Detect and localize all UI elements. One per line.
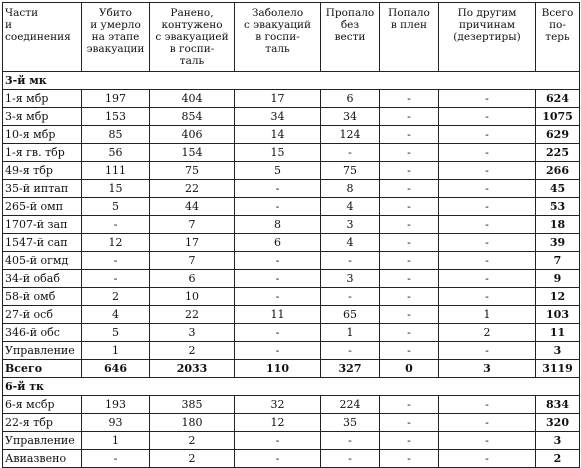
value-cell: -: [321, 144, 380, 162]
value-cell: -: [380, 144, 439, 162]
unit-name-cell: 405-й огмд: [3, 252, 82, 270]
value-cell: -: [235, 252, 321, 270]
value-cell: 34: [321, 108, 380, 126]
value-cell: -: [439, 414, 536, 432]
value-cell: 9: [536, 270, 580, 288]
value-cell: -: [380, 270, 439, 288]
value-cell: 10: [150, 288, 235, 306]
value-cell: 3: [536, 432, 580, 450]
total-row: [3, 360, 580, 378]
value-cell: 3: [321, 270, 380, 288]
table-row: [3, 234, 580, 252]
value-cell: -: [380, 126, 439, 144]
unit-name-cell: 49-я тбр: [3, 162, 82, 180]
value-cell: 8: [321, 180, 380, 198]
value-cell: 646: [82, 360, 150, 378]
value-cell: -: [439, 288, 536, 306]
column-header: Попало в плен: [380, 3, 439, 72]
value-cell: -: [439, 180, 536, 198]
value-cell: -: [380, 216, 439, 234]
unit-name-cell: 10-я мбр: [3, 126, 82, 144]
value-cell: 85: [82, 126, 150, 144]
value-cell: 22: [150, 306, 235, 324]
value-cell: 7: [150, 216, 235, 234]
table-row: [3, 288, 580, 306]
value-cell: 2: [150, 450, 235, 468]
value-cell: 8: [235, 216, 321, 234]
table-row: [3, 126, 580, 144]
value-cell: -: [439, 252, 536, 270]
value-cell: 45: [536, 180, 580, 198]
value-cell: -: [380, 90, 439, 108]
value-cell: 1: [82, 342, 150, 360]
value-cell: 14: [235, 126, 321, 144]
value-cell: 0: [380, 360, 439, 378]
value-cell: -: [321, 450, 380, 468]
unit-name-cell: 58-й омб: [3, 288, 82, 306]
value-cell: -: [235, 432, 321, 450]
table-row: [3, 324, 580, 342]
table-row: [3, 414, 580, 432]
value-cell: 4: [321, 234, 380, 252]
value-cell: 7: [536, 252, 580, 270]
column-header: По другим причинам (дезертиры): [439, 3, 536, 72]
column-header: Убито и умерло на этапе эвакуации: [82, 3, 150, 72]
value-cell: -: [235, 270, 321, 288]
unit-name-cell: 22-я тбр: [3, 414, 82, 432]
value-cell: 39: [536, 234, 580, 252]
value-cell: 406: [150, 126, 235, 144]
value-cell: 3: [536, 342, 580, 360]
value-cell: -: [439, 216, 536, 234]
column-header: Пропало без вести: [321, 3, 380, 72]
value-cell: -: [439, 270, 536, 288]
value-cell: 4: [321, 198, 380, 216]
table-row: [3, 162, 580, 180]
value-cell: 12: [536, 288, 580, 306]
value-cell: -: [321, 288, 380, 306]
table-row: [3, 198, 580, 216]
value-cell: -: [321, 432, 380, 450]
column-header: Всего по- терь: [536, 3, 580, 72]
table-row: [3, 432, 580, 450]
value-cell: -: [380, 108, 439, 126]
table-row: [3, 270, 580, 288]
value-cell: 385: [150, 396, 235, 414]
value-cell: -: [439, 144, 536, 162]
table-row: [3, 108, 580, 126]
value-cell: 2: [150, 432, 235, 450]
value-cell: -: [82, 252, 150, 270]
value-cell: -: [380, 288, 439, 306]
value-cell: 3: [439, 360, 536, 378]
value-cell: 3: [150, 324, 235, 342]
value-cell: 93: [82, 414, 150, 432]
table-row: [3, 252, 580, 270]
unit-name-cell: Всего: [3, 360, 82, 378]
value-cell: 834: [536, 396, 580, 414]
value-cell: 34: [235, 108, 321, 126]
value-cell: 17: [150, 234, 235, 252]
value-cell: -: [439, 198, 536, 216]
value-cell: 53: [536, 198, 580, 216]
value-cell: 7: [150, 252, 235, 270]
value-cell: 15: [235, 144, 321, 162]
value-cell: -: [380, 342, 439, 360]
value-cell: -: [439, 396, 536, 414]
value-cell: -: [439, 162, 536, 180]
table-body: [3, 72, 580, 468]
unit-name-cell: 34-й обаб: [3, 270, 82, 288]
losses-table: [2, 2, 580, 468]
value-cell: 224: [321, 396, 380, 414]
section-title: 3-й мк: [3, 72, 580, 90]
value-cell: -: [380, 162, 439, 180]
value-cell: 1: [439, 306, 536, 324]
value-cell: 12: [235, 414, 321, 432]
value-cell: -: [439, 108, 536, 126]
value-cell: 2: [439, 324, 536, 342]
value-cell: 2033: [150, 360, 235, 378]
value-cell: 404: [150, 90, 235, 108]
value-cell: 1: [82, 432, 150, 450]
value-cell: -: [439, 126, 536, 144]
table-row: [3, 90, 580, 108]
value-cell: -: [439, 90, 536, 108]
unit-name-cell: 265-й омп: [3, 198, 82, 216]
value-cell: 629: [536, 126, 580, 144]
value-cell: -: [235, 324, 321, 342]
table-row: [3, 144, 580, 162]
table-row: [3, 450, 580, 468]
value-cell: 5: [235, 162, 321, 180]
value-cell: 12: [82, 234, 150, 252]
table-row: [3, 306, 580, 324]
table-row: [3, 342, 580, 360]
value-cell: 2: [536, 450, 580, 468]
unit-name-cell: 1-я мбр: [3, 90, 82, 108]
value-cell: -: [321, 342, 380, 360]
value-cell: 6: [150, 270, 235, 288]
value-cell: -: [235, 450, 321, 468]
value-cell: -: [235, 288, 321, 306]
value-cell: 56: [82, 144, 150, 162]
unit-name-cell: Авиазвено: [3, 450, 82, 468]
value-cell: 5: [82, 198, 150, 216]
unit-name-cell: 27-й осб: [3, 306, 82, 324]
value-cell: 75: [321, 162, 380, 180]
value-cell: 2: [82, 288, 150, 306]
value-cell: 320: [536, 414, 580, 432]
value-cell: 22: [150, 180, 235, 198]
unit-name-cell: 1-я гв. тбр: [3, 144, 82, 162]
value-cell: 32: [235, 396, 321, 414]
value-cell: 6: [321, 90, 380, 108]
value-cell: 193: [82, 396, 150, 414]
table-row: [3, 396, 580, 414]
value-cell: -: [380, 180, 439, 198]
value-cell: 44: [150, 198, 235, 216]
value-cell: -: [235, 342, 321, 360]
value-cell: 266: [536, 162, 580, 180]
value-cell: 75: [150, 162, 235, 180]
value-cell: -: [439, 342, 536, 360]
value-cell: 225: [536, 144, 580, 162]
value-cell: -: [380, 414, 439, 432]
value-cell: -: [380, 234, 439, 252]
value-cell: -: [82, 450, 150, 468]
column-header: Заболело с эвакуаций в госпи- таль: [235, 3, 321, 72]
value-cell: 197: [82, 90, 150, 108]
header-row: [3, 3, 580, 72]
unit-name-cell: 346-й обс: [3, 324, 82, 342]
table-row: [3, 180, 580, 198]
value-cell: 124: [321, 126, 380, 144]
value-cell: -: [380, 396, 439, 414]
unit-name-cell: 1707-й зап: [3, 216, 82, 234]
value-cell: 154: [150, 144, 235, 162]
unit-name-cell: 3-я мбр: [3, 108, 82, 126]
value-cell: -: [235, 180, 321, 198]
value-cell: 17: [235, 90, 321, 108]
value-cell: 1075: [536, 108, 580, 126]
section-row: [3, 378, 580, 396]
value-cell: 153: [82, 108, 150, 126]
value-cell: 3: [321, 216, 380, 234]
unit-name-cell: Управление: [3, 342, 82, 360]
value-cell: -: [82, 270, 150, 288]
value-cell: 110: [235, 360, 321, 378]
value-cell: 854: [150, 108, 235, 126]
unit-name-cell: 1547-й сап: [3, 234, 82, 252]
value-cell: 103: [536, 306, 580, 324]
value-cell: -: [380, 324, 439, 342]
value-cell: -: [380, 198, 439, 216]
value-cell: -: [235, 198, 321, 216]
value-cell: 327: [321, 360, 380, 378]
unit-name-cell: 35-й иптап: [3, 180, 82, 198]
value-cell: 35: [321, 414, 380, 432]
unit-name-cell: Управление: [3, 432, 82, 450]
value-cell: -: [439, 450, 536, 468]
value-cell: -: [439, 432, 536, 450]
value-cell: 6: [235, 234, 321, 252]
value-cell: 2: [150, 342, 235, 360]
unit-name-cell: 6-я мсбр: [3, 396, 82, 414]
value-cell: 1: [321, 324, 380, 342]
value-cell: 4: [82, 306, 150, 324]
value-cell: 15: [82, 180, 150, 198]
section-title: 6-й тк: [3, 378, 580, 396]
value-cell: -: [439, 234, 536, 252]
section-row: [3, 72, 580, 90]
value-cell: 624: [536, 90, 580, 108]
value-cell: -: [380, 306, 439, 324]
value-cell: -: [380, 252, 439, 270]
value-cell: -: [321, 252, 380, 270]
value-cell: -: [380, 450, 439, 468]
value-cell: 5: [82, 324, 150, 342]
column-header: Ранено, контужено с эвакуацией в госпи- таль: [150, 3, 235, 72]
value-cell: 65: [321, 306, 380, 324]
value-cell: 180: [150, 414, 235, 432]
table-row: [3, 216, 580, 234]
value-cell: 111: [82, 162, 150, 180]
value-cell: 11: [536, 324, 580, 342]
value-cell: -: [380, 432, 439, 450]
value-cell: 3119: [536, 360, 580, 378]
value-cell: 11: [235, 306, 321, 324]
value-cell: 18: [536, 216, 580, 234]
column-header: Части и соединения: [3, 3, 82, 72]
value-cell: -: [82, 216, 150, 234]
